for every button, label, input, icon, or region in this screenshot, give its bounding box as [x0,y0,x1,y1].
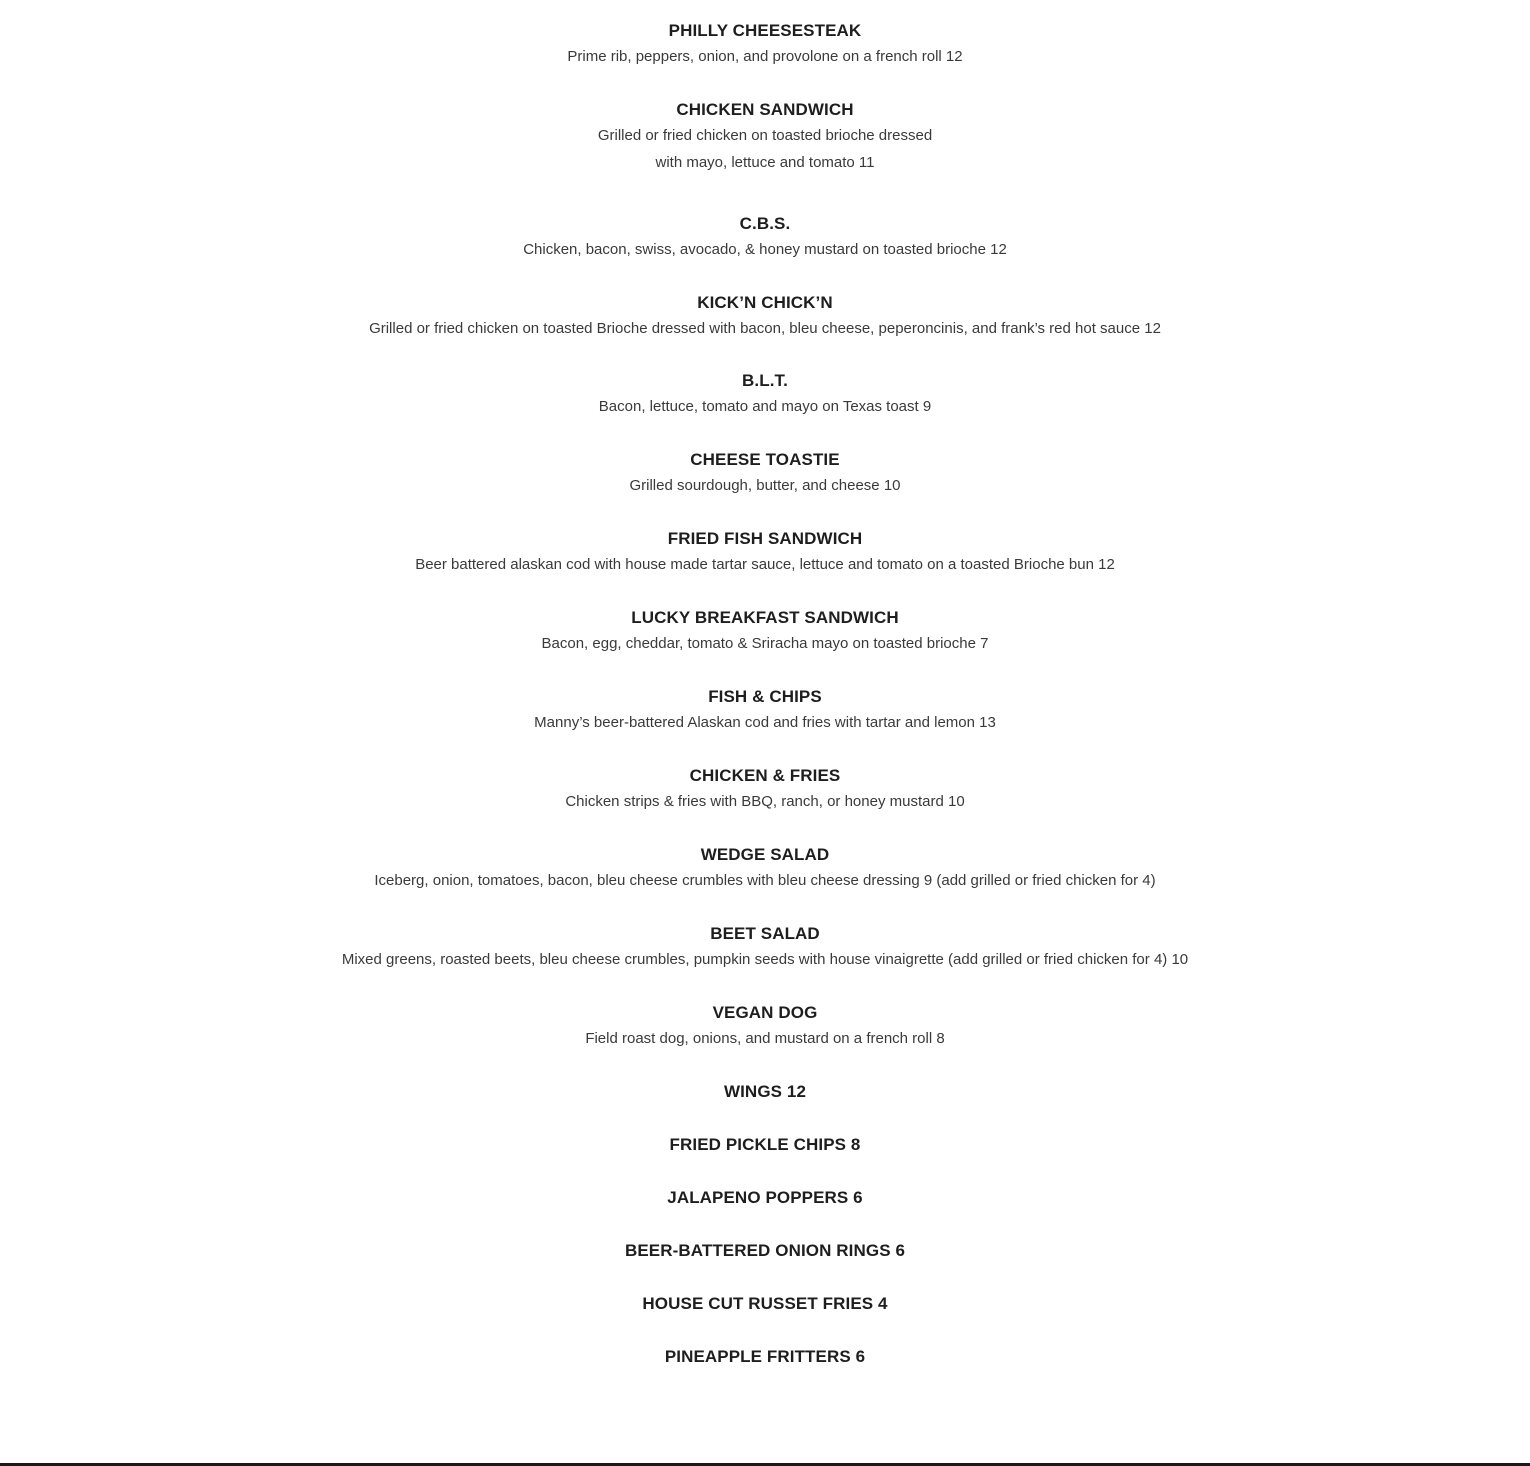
menu-item [0,607,1530,655]
item-name: KICK’N CHICK’N [697,293,833,312]
menu-item [0,20,1530,68]
item-name: LUCKY BREAKFAST SANDWICH [631,608,899,627]
item-name: JALAPENO POPPERS 6 [667,1188,863,1207]
item-name: FRIED FISH SANDWICH [667,529,863,548]
item-name: HOUSE CUT RUSSET FRIES 4 [642,1294,888,1313]
menu-item [0,1240,1530,1262]
item-name: PINEAPPLE FRITTERS 6 [664,1347,866,1366]
menu-item [0,923,1530,971]
item-name: FISH & CHIPS [708,687,822,706]
menu-item [0,449,1530,497]
menu-item [0,765,1530,813]
menu-item [0,370,1530,418]
item-description-line-2: with mayo, lettuce and tomato 11 [655,154,875,171]
menu-item [0,213,1530,261]
item-name: CHEESE TOASTIE [690,450,840,469]
item-name: CHICKEN SANDWICH [676,100,854,119]
item-description: Chicken, bacon, swiss, avocado, & honey mustard on toasted brioche 12 [523,241,1007,258]
item-description: Mixed greens, roasted beets, bleu cheese crumbles, pumpkin seeds with house vinaigrette (add grilled or fried chicken for 4) 10 [341,951,1189,968]
item-name: BEET SALAD [710,924,820,943]
item-name: WEDGE SALAD [700,845,830,864]
item-description: Bacon, lettuce, tomato and mayo on Texas toast 9 [598,398,932,415]
menu-item [0,686,1530,734]
item-description: Chicken strips & fries with BBQ, ranch, or honey mustard 10 [565,793,965,810]
menu-item [0,1081,1530,1103]
item-name: C.B.S. [739,214,791,233]
item-description: Bacon, egg, cheddar, tomato & Sriracha mayo on toasted brioche 7 [541,635,989,652]
item-description: Grilled or fried chicken on toasted brioche dressed [597,127,933,144]
menu-item [0,1187,1530,1209]
item-name: CHICKEN & FRIES [689,766,841,785]
item-name: B.L.T. [742,371,788,390]
item-description: Grilled or fried chicken on toasted Brioche dressed with bacon, bleu cheese, peperoncinis, and frank’s red hot sauce 12 [369,320,1161,337]
item-name: PHILLY CHEESESTEAK [668,21,862,40]
menu-item [0,528,1530,576]
menu-item [0,99,1530,174]
menu-item [0,1002,1530,1050]
menu-item [0,1134,1530,1156]
menu-item [0,1346,1530,1368]
item-name: VEGAN DOG [712,1003,818,1022]
item-description: Grilled sourdough, butter, and cheese 10 [629,477,901,494]
item-description: Iceberg, onion, tomatoes, bacon, bleu cheese crumbles with bleu cheese dressing 9 (add grilled or fried chicken for 4) [374,872,1156,889]
item-description: Prime rib, peppers, onion, and provolone on a french roll 12 [567,48,963,65]
item-name: WINGS 12 [723,1082,807,1101]
item-description: Manny’s beer-battered Alaskan cod and fries with tartar and lemon 13 [534,714,996,731]
item-description: Field roast dog, onions, and mustard on a french roll 8 [585,1030,945,1047]
item-description: Beer battered alaskan cod with house made tartar sauce, lettuce and tomato on a toasted Brioche bun 12 [415,556,1115,573]
item-name: FRIED PICKLE CHIPS 8 [669,1135,861,1154]
item-name: BEER-BATTERED ONION RINGS 6 [624,1241,906,1260]
menu-item [0,844,1530,892]
menu-item [0,292,1530,340]
menu-item [0,1293,1530,1315]
